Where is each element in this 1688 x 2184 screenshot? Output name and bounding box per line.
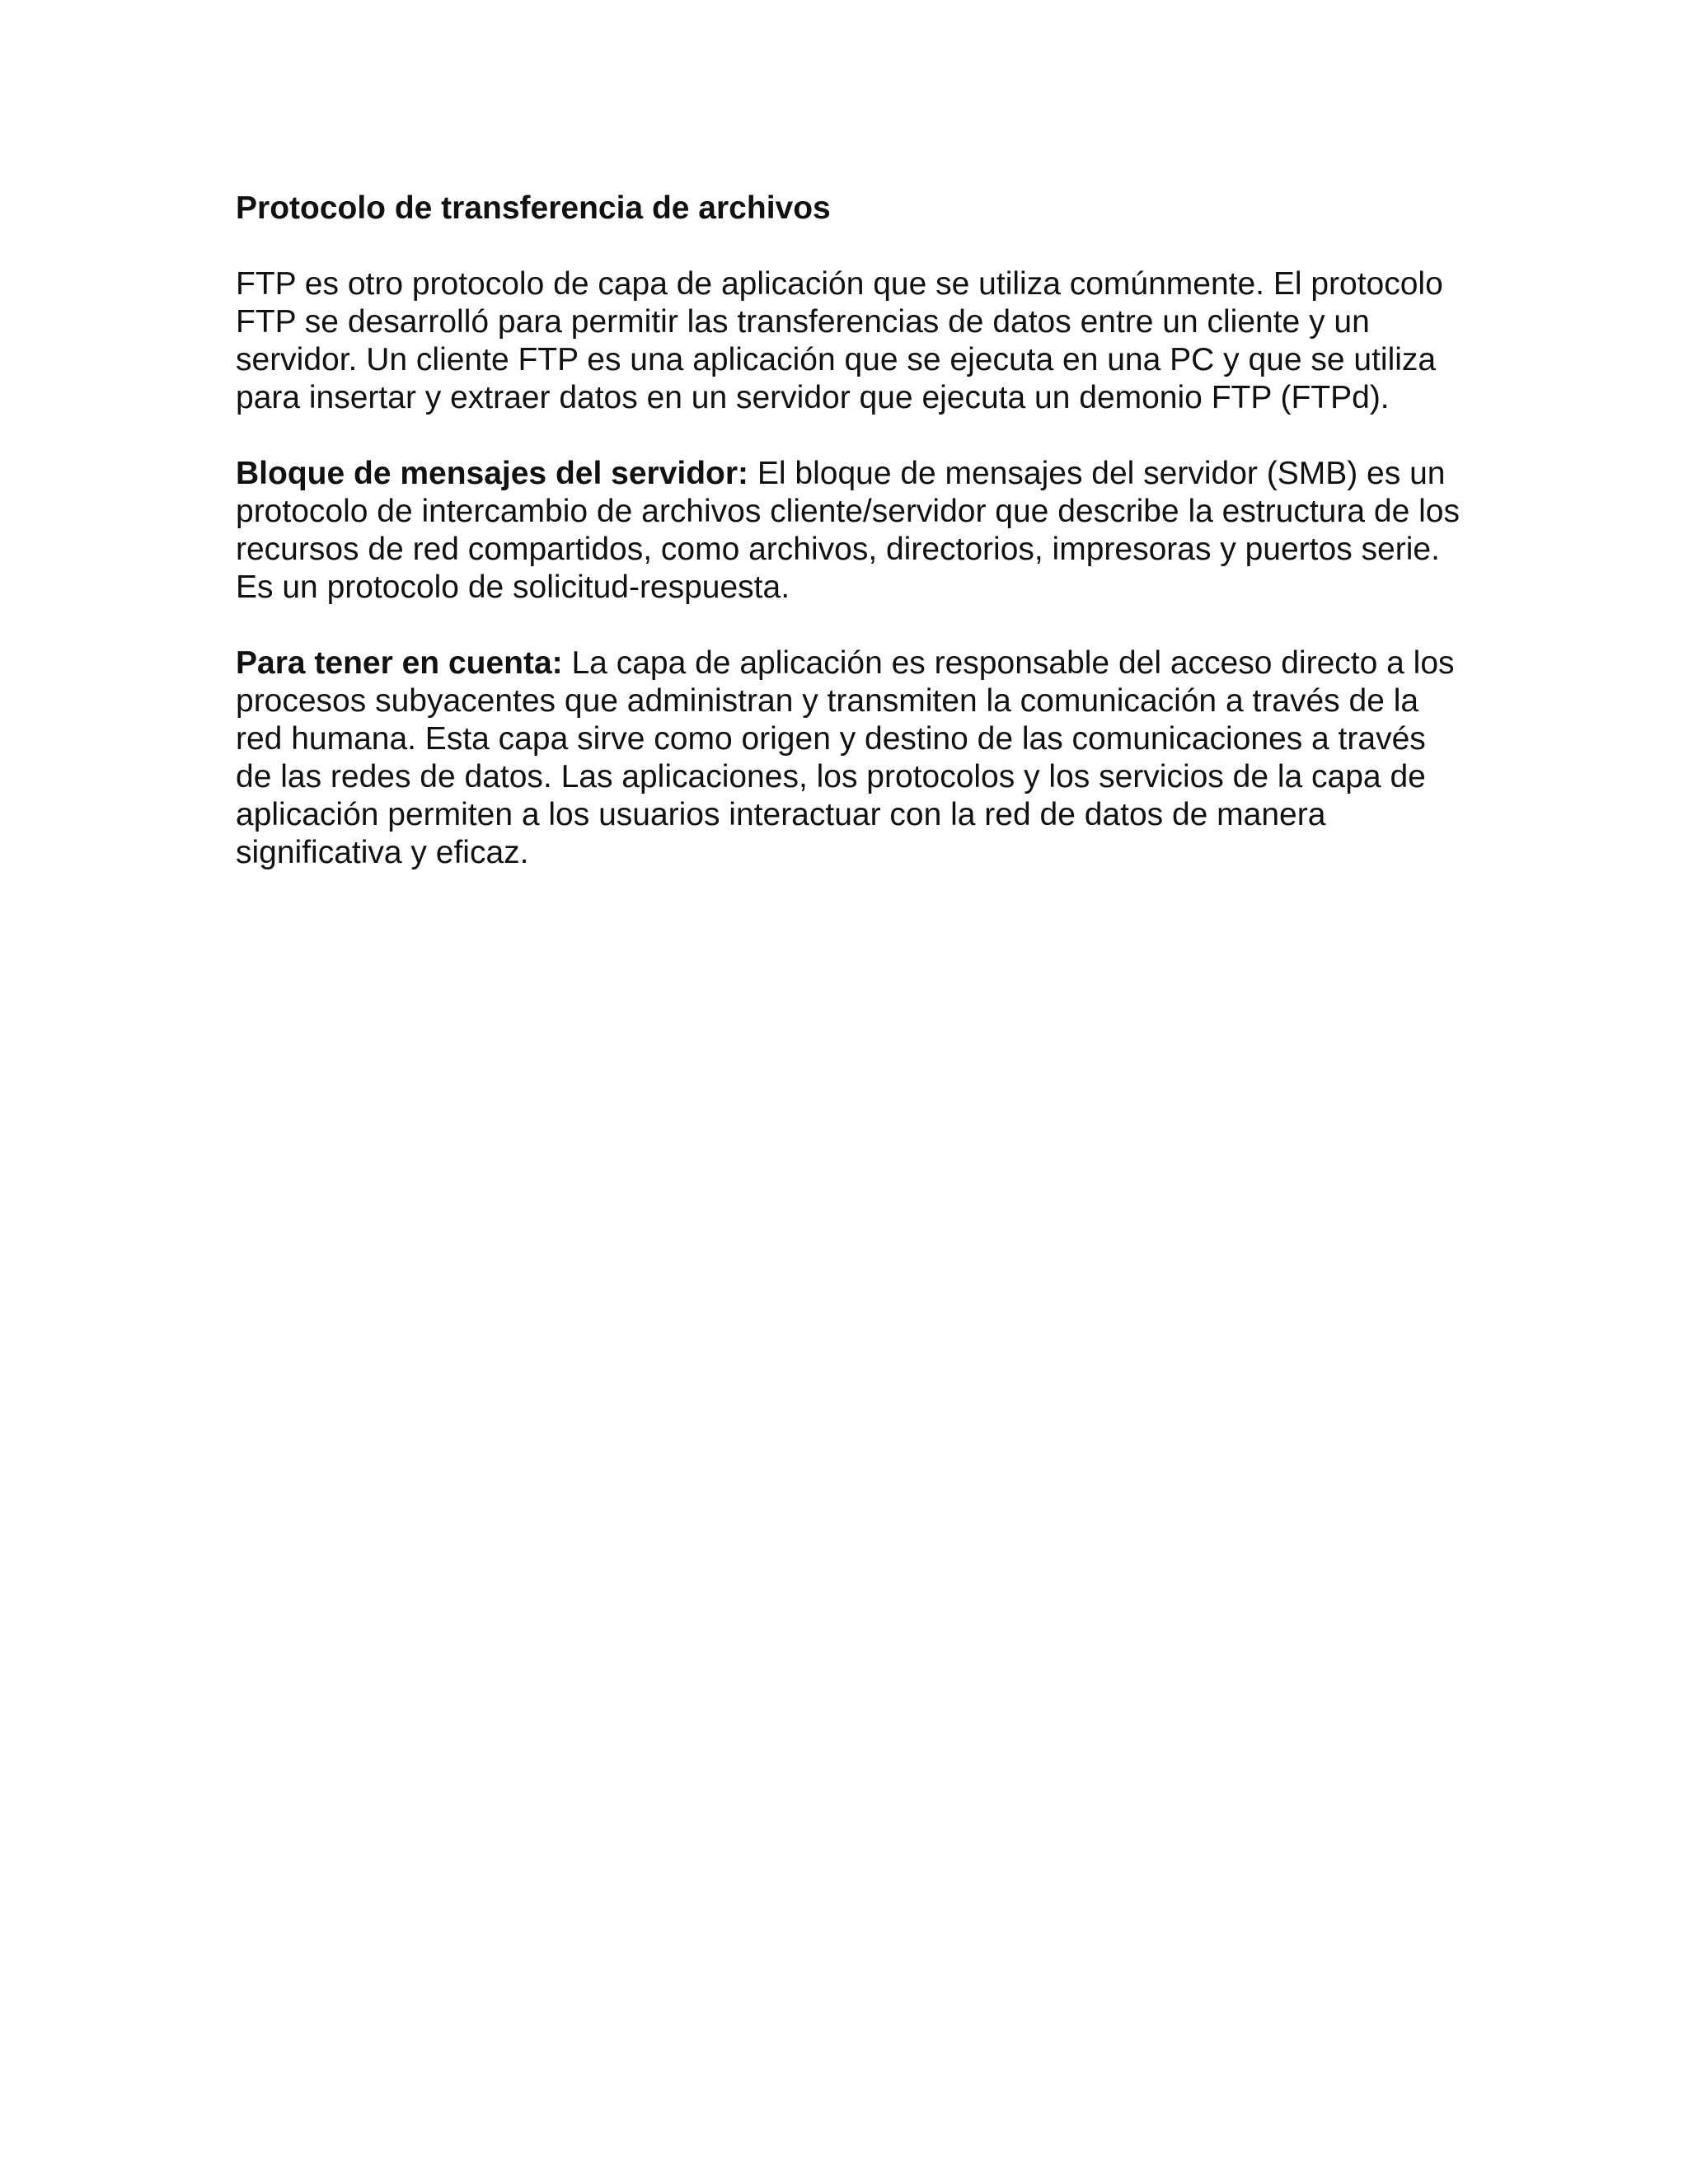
document-title: Protocolo de transferencia de archivos xyxy=(236,190,831,226)
note-paragraph-lead: Para tener en cuenta: xyxy=(236,645,563,681)
ftp-paragraph-text: FTP es otro protocolo de capa de aplicación que se utiliza comúnmente. El protocolo FTP se desarrolló para permitir las transferencias de datos entre un cliente y un servidor. Un cliente FTP es una aplicación que se ejecuta en una PC y que se utiliza para insertar y extraer datos en un servidor que ejecuta un demonio FTP (FTPd). xyxy=(236,266,1443,415)
ftp-paragraph xyxy=(236,265,1464,417)
note-paragraph xyxy=(236,644,1464,872)
document-content xyxy=(236,190,1464,872)
note-paragraph-text: La capa de aplicación es responsable del acceso directo a los procesos subyacentes que administran y transmiten la comunicación a través de la red humana. Esta capa sirve como origen y destino de las comunicaciones a través de las redes de datos. Las aplicaciones, los protocolos y los servicios de la capa de aplicación permiten a los usuarios interactuar con la red de datos de manera significativa y eficaz. xyxy=(236,645,1455,870)
smb-paragraph-text: El bloque de mensajes del servidor (SMB) es un protocolo de intercambio de archivos cliente/servidor que describe la estructura de los recursos de red compartidos, como archivos, directorios, impresoras y puertos serie. Es un protocolo de solicitud-respuesta. xyxy=(236,456,1460,605)
smb-paragraph xyxy=(236,455,1464,607)
smb-paragraph-lead: Bloque de mensajes del servidor: xyxy=(236,456,749,491)
